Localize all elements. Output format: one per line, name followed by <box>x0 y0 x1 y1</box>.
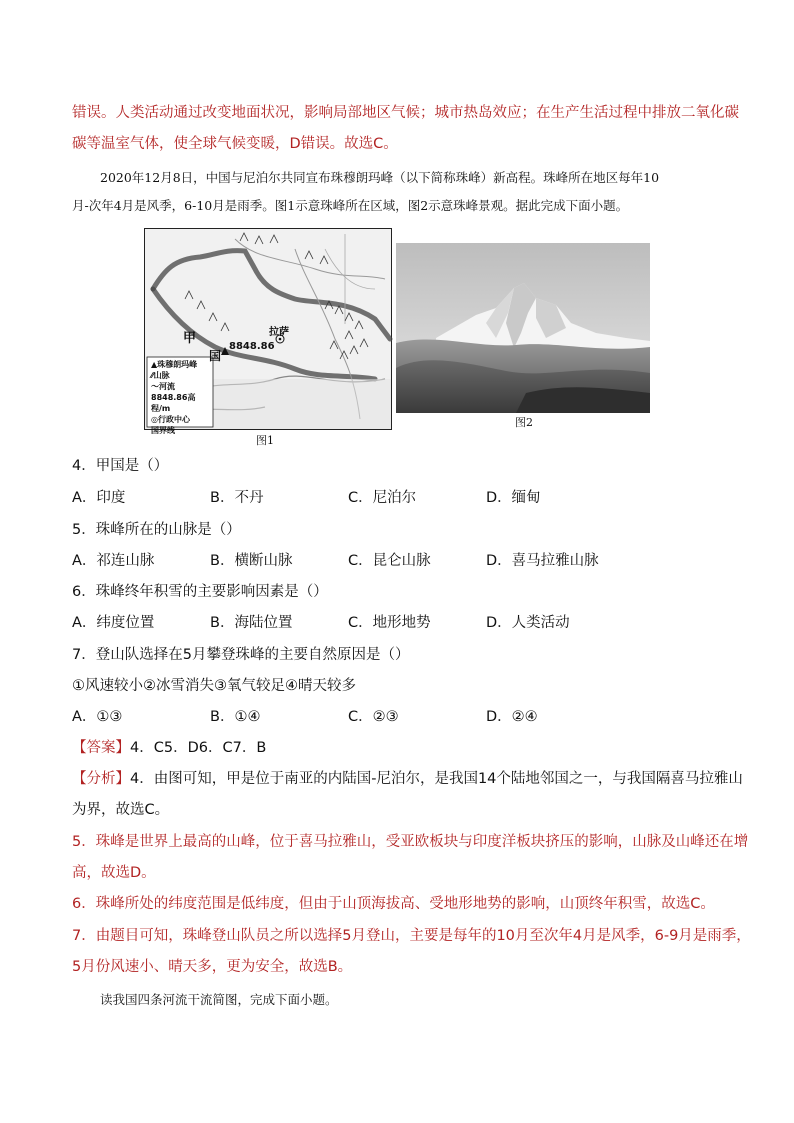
question-5-stem: 5．珠峰所在的山脉是（） <box>72 522 241 538</box>
question-7-stem: 7．登山队选择在5月攀登珠峰的主要自然原因是（） <box>72 647 410 663</box>
answer-text: 4．C5．D6．C7．B <box>130 740 267 756</box>
answer-key-label: 【答案】 <box>72 740 130 756</box>
figure2-photo <box>396 243 650 413</box>
legend-item: ▲珠穆朗玛峰 <box>151 360 198 369</box>
q6-option-c: C．地形地势 <box>348 615 431 631</box>
label-height: 8848.86 <box>229 341 275 352</box>
paragraph-continued-line1: 错误。人类活动通过改变地面状况，影响局部地区气候；城市热岛效应；在生产生活过程中排放二氧化碳 <box>72 105 739 121</box>
label-lhasa: 拉萨 <box>269 327 289 338</box>
q5-option-b: B．横断山脉 <box>210 553 293 569</box>
q6-option-d: D．人类活动 <box>486 615 570 631</box>
figure1-caption: 图1 <box>256 434 274 447</box>
q6-option-b: B．海陆位置 <box>210 615 293 631</box>
figure1-map <box>144 228 392 435</box>
q5-option-c: C．昆仑山脉 <box>348 553 431 569</box>
q5-option-d: D．喜马拉雅山脉 <box>486 553 599 569</box>
figure2-caption: 图2 <box>515 416 533 429</box>
analysis-key-label: 【分析】 <box>72 771 130 787</box>
analysis-7-line1: 7．由题目可知，珠峰登山队员之所以选择5月登山，主要是每年的10月至次年4月是风季，6-9月是雨季， <box>72 928 751 944</box>
next-section-intro: 读我国四条河流干流简图，完成下面小题。 <box>100 992 338 1007</box>
q7-option-c: C．②③ <box>348 709 399 725</box>
q4-option-d: D．缅甸 <box>486 490 541 506</box>
mountain-photo <box>396 243 650 413</box>
legend-item: ◎行政中心 <box>151 415 190 424</box>
question-4-stem: 4．甲国是（） <box>72 458 169 474</box>
q4-option-a: A．印度 <box>72 490 126 506</box>
intro-line1: 2020年12月8日，中国与尼泊尔共同宣布珠穆朗玛峰（以下简称珠峰）新高程。珠峰所在地区每年10 <box>100 170 660 185</box>
question-7-statements: ①风速较小②冰雪消失③氧气较足④晴天较多 <box>72 678 356 694</box>
label-jia: 甲 <box>183 331 197 346</box>
legend-item: 国界线 <box>151 426 175 435</box>
analysis-line1 <box>72 769 743 789</box>
legend-item: 〜河流 <box>151 382 175 391</box>
legend-item: ⁄⁄山脉 <box>151 371 170 380</box>
q5-option-a: A．祁连山脉 <box>72 553 155 569</box>
analysis-5-line2: 高，故选D。 <box>72 865 156 881</box>
answer-line <box>72 738 266 758</box>
q6-option-a: A．纬度位置 <box>72 615 155 631</box>
question-6-stem: 6．珠峰终年积雪的主要影响因素是（） <box>72 584 328 600</box>
analysis-5-line1: 5．珠峰是世界上最高的山峰，位于喜马拉雅山，受亚欧板块与印度洋板块挤压的影响，山脉及山峰还在增 <box>72 834 749 850</box>
q7-option-a: A．①③ <box>72 709 123 725</box>
q7-option-b: B．①④ <box>210 709 261 725</box>
label-guo: 国 <box>209 349 222 363</box>
analysis-line2: 为界，故选C。 <box>72 802 170 818</box>
legend-item: 8848.86高程/m <box>151 393 196 413</box>
analysis-4-text: 4．由图可知，甲是位于南亚的内陆国-尼泊尔，是我国14个陆地邻国之一，与我国隔喜马拉雅山 <box>130 771 743 787</box>
analysis-6-line: 6．珠峰所处的纬度范围是低纬度，但由于山顶海拔高、受地形地势的影响，山顶终年积雪，故选C。 <box>72 896 715 912</box>
map-legend <box>151 359 213 436</box>
paragraph-continued-line2: 碳等温室气体，使全球气候变暖，D错误。故选C。 <box>72 136 398 152</box>
q4-option-b: B．不丹 <box>210 490 264 506</box>
q4-option-c: C．尼泊尔 <box>348 490 417 506</box>
analysis-7-line2: 5月份风速小、晴天多，更为安全，故选B。 <box>72 959 353 975</box>
intro-line2: 月-次年4月是风季，6-10月是雨季。图1示意珠峰所在区域，图2示意珠峰景观。据此完成下面小题。 <box>72 198 629 213</box>
q7-option-d: D．②④ <box>486 709 538 725</box>
